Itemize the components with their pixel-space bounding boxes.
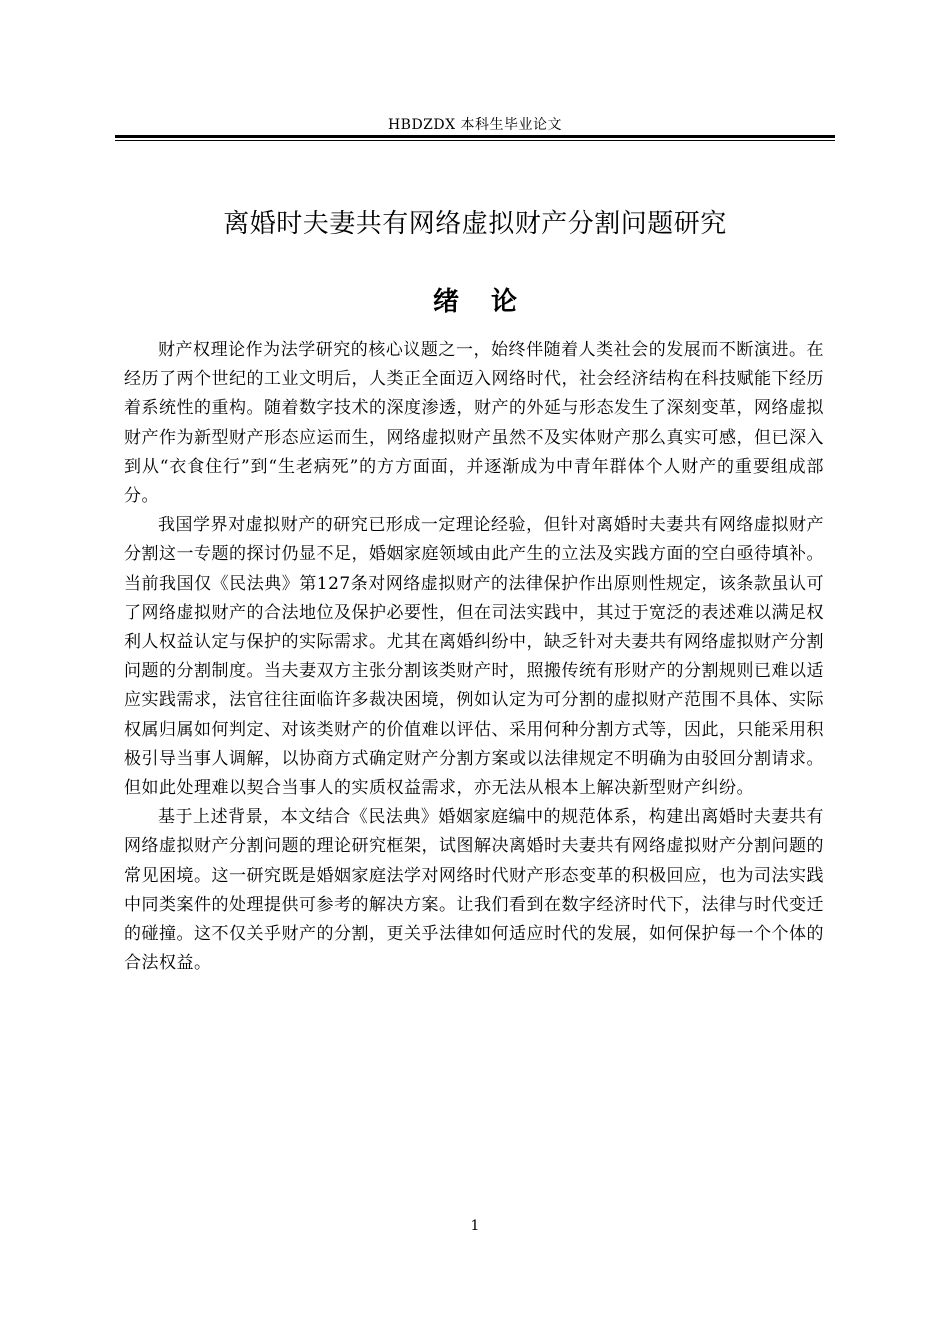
page-number: 1: [470, 1218, 480, 1234]
paragraph-3: 基于上述背景，本文结合《民法典》婚姻家庭编中的规范体系，构建出离婚时夫妻共有网络虚拟财产分割问题的理论研究框架，试图解决离婚时夫妻共有网络虚拟财产分割问题的常见困境。这一研究既是婚姻家庭法学对网络时代财产形态变革的积极回应，也为司法实践中同类案件的处理提供可参考的解决方案。让我们看到在数字经济时代下，法律与时代变迁的碰撞。这不仅关乎财产的分割，更关乎法律如何适应时代的发展，如何保护每一个个体的合法权益。: [124, 807, 824, 974]
paragraph-1: 财产权理论作为法学研究的核心议题之一，始终伴随着人类社会的发展而不断演进。在经历了两个世纪的工业文明后，人类正全面迈入网络时代，社会经济结构在科技赋能下经历着系统性的重构。随着数字技术的深度渗透，财产的外延与形态发生了深刻变革，网络虚拟财产作为新型财产形态应运而生，网络虚拟财产虽然不及实体财产那么真实可感，但已深入到从“衣食住行”到“生老病死”的方方面面，并逐渐成为中青年群体个人财产的重要组成部分。: [124, 340, 824, 507]
document-title: 离婚时夫妻共有网络虚拟财产分割问题研究: [223, 209, 727, 240]
header-rule-thick: [115, 135, 835, 138]
body-text: [124, 336, 824, 978]
paragraph-2: 我国学界对虚拟财产的研究已形成一定理论经验，但针对离婚时夫妻共有网络虚拟财产分割这一专题的探讨仍显不足，婚姻家庭领域由此产生的立法及实践方面的空白亟待填补。当前我国仅《民法典》第127条对网络虚拟财产的法律保护作出原则性规定，该条款虽认可了网络虚拟财产的合法地位及保护必要性，但在司法实践中，其过于宽泛的表述难以满足权利人权益认定与保护的实际需求。尤其在离婚纠纷中，缺乏针对夫妻共有网络虚拟财产分割问题的分割制度。当夫妻双方主张分割该类财产时，照搬传统有形财产的分割规则已难以适应实践需求，法官往往面临许多裁决困境，例如认定为可分割的虚拟财产范围不具体、实际权属归属如何判定、对该类财产的价值难以评估、采用何种分割方式等，因此，只能采用积极引导当事人调解，以协商方式确定财产分割方案或以法律规定不明确为由驳回分割请求。但如此处理难以契合当事人的实质权益需求，亦无法从根本上解决新型财产纠纷。: [124, 515, 824, 799]
section-heading-introduction: 绪论: [432, 286, 549, 317]
running-header: HBDZDX 本科生毕业论文: [387, 117, 563, 133]
header-rule-thin: [115, 140, 835, 141]
